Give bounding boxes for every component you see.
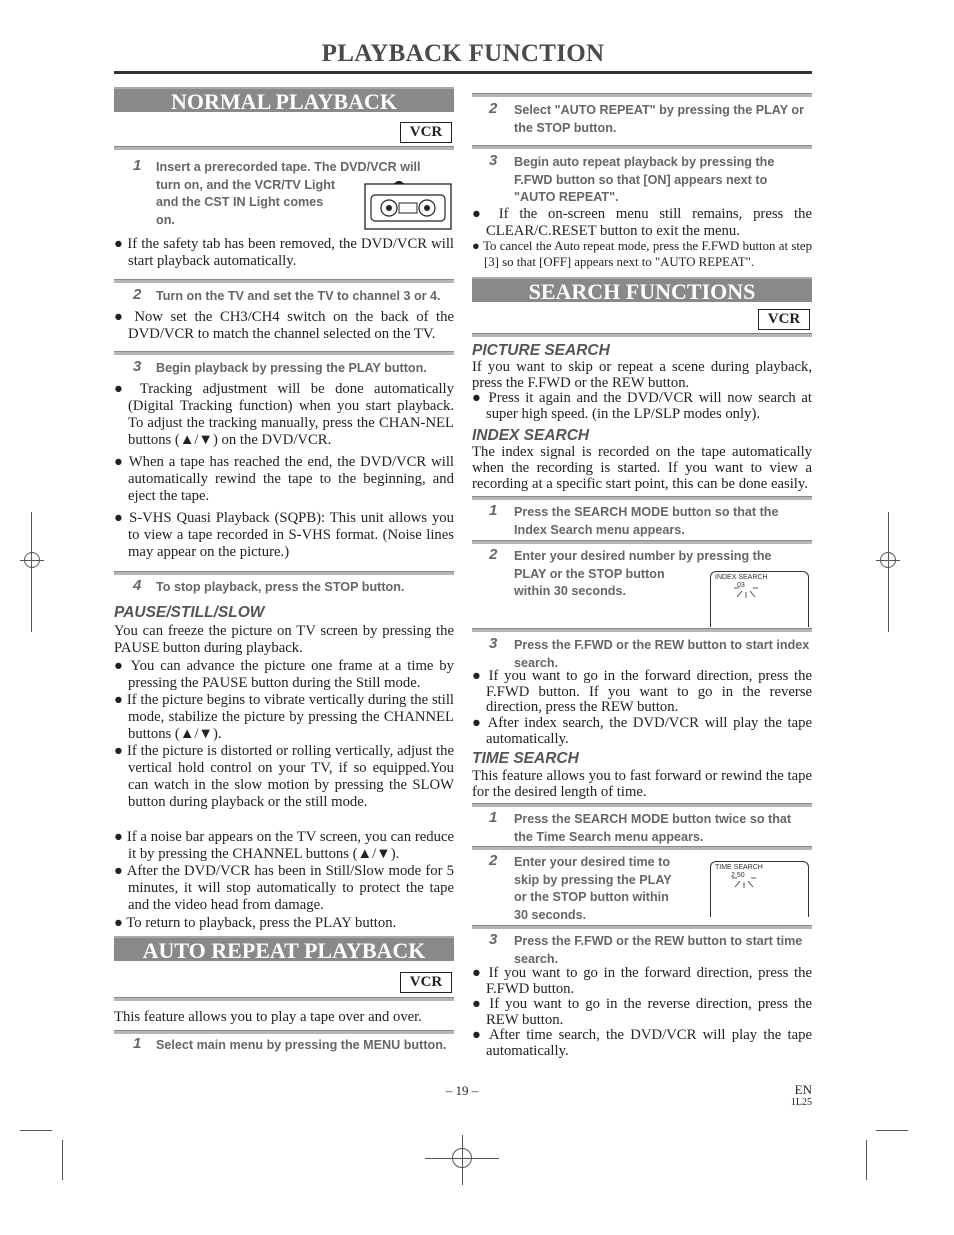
- step-number: 2: [489, 100, 498, 117]
- step-number: 2: [489, 546, 498, 563]
- blink-icon: [731, 872, 757, 888]
- divider: [472, 628, 812, 632]
- step-number: 1: [133, 1035, 142, 1052]
- normal-playback-heading: NORMAL PLAYBACK: [114, 87, 454, 112]
- bullet-item: ● S-VHS Quasi Playback (SQPB): This unit allows you to view a tape recorded in S-VHS format. (Noise lines may appear on the picture.): [114, 510, 454, 560]
- bullet-item: ● If a noise bar appears on the TV screen, you can reduce it by pressing the CHANNEL buttons (▲/▼).: [114, 829, 454, 862]
- divider: [472, 145, 812, 149]
- time-search-screen: [710, 861, 809, 917]
- index-search-heading: INDEX SEARCH: [472, 427, 590, 444]
- step-4-text: To stop playback, press the STOP button.: [156, 580, 405, 594]
- bullet-item: ● When a tape has reached the end, the DVD/VCR will automatically rewind the tape to the beginning, and eject the tape.: [114, 454, 454, 504]
- bullet-item: ● To cancel the Auto repeat mode, press the F.FWD button at step [3] so that [OFF] appears next to "AUTO REPEAT".: [472, 239, 813, 269]
- divider: [472, 540, 812, 544]
- bullet-item: ● After the DVD/VCR has been in Still/Slow mode for 5 minutes, it will stop automatically to protect the tape and the video head from damage.: [114, 863, 454, 913]
- step-number: 3: [489, 931, 498, 948]
- screen-label: INDEX SEARCH: [715, 574, 768, 581]
- search-functions-heading: SEARCH FUNCTIONS: [472, 277, 812, 302]
- screen-value: 03: [737, 582, 745, 589]
- pause-intro: You can freeze the picture on TV screen by pressing the PAUSE button during playback.: [114, 623, 454, 656]
- auto-step-2-text: Select "AUTO REPEAT" by pressing the PLAY or the STOP button.: [514, 103, 805, 135]
- step-number: 1: [133, 157, 142, 174]
- divider: [114, 279, 454, 283]
- vcr-badge: VCR: [758, 309, 810, 330]
- step-number: 2: [133, 286, 142, 303]
- vcr-badge: VCR: [400, 972, 452, 993]
- time-step-2-text: Enter your desired time to skip by pressing the PLAY or the STOP button within 30 seconds.: [514, 855, 672, 922]
- index-step-3-text: Press the F.FWD or the REW button to start index search.: [514, 638, 810, 670]
- divider: [472, 496, 812, 500]
- pause-heading: PAUSE/STILL/SLOW: [114, 604, 265, 621]
- vcr-badge: VCR: [400, 122, 452, 143]
- auto-repeat-heading: AUTO REPEAT PLAYBACK: [114, 936, 454, 961]
- step-number: 4: [133, 577, 142, 594]
- bullet-item: ● Press it again and the DVD/VCR will now search at super high speed. (in the LP/SLP modes only).: [472, 390, 812, 422]
- step-number: 1: [489, 809, 498, 826]
- page-number: – 19 –: [445, 1083, 479, 1098]
- divider: [472, 846, 812, 850]
- bullet-item: ● Tracking adjustment will be done automatically (Digital Tracking function) when you start playback. To adjust the tracking manually, press the CHAN-NEL buttons (▲/▼) on the DVD/VCR.: [114, 381, 454, 448]
- divider: [114, 997, 454, 1001]
- time-search-intro: This feature allows you to fast forward or rewind the tape for the desired length of time.: [472, 768, 812, 800]
- language-code: EN: [794, 1082, 812, 1097]
- divider: [472, 925, 812, 929]
- step-number: 3: [489, 152, 498, 169]
- bullet-item: ● You can advance the picture one frame at a time by pressing the PAUSE button during the Still mode.: [114, 658, 454, 691]
- bullet-item: ● To return to playback, press the PLAY button.: [114, 915, 397, 931]
- time-search-heading: TIME SEARCH: [472, 750, 579, 767]
- divider: [472, 93, 812, 97]
- bullet-item: ● If you want to go in the reverse direction, press the REW button.: [472, 996, 812, 1028]
- step-number: 3: [133, 358, 142, 375]
- screen-value: 2 50: [731, 872, 745, 879]
- index-step-2-text: Enter your desired number by pressing the PLAY or the STOP button within 30 seconds.: [514, 549, 772, 598]
- divider: [114, 351, 454, 355]
- step-number: 3: [489, 635, 498, 652]
- cassette-tape-icon: [363, 181, 453, 231]
- bullet-item: ● Now set the CH3/CH4 switch on the back of the DVD/VCR to match the channel selected on the TV.: [114, 309, 454, 342]
- divider: [472, 803, 812, 807]
- step-number: 2: [489, 852, 498, 869]
- title-rule: [114, 71, 812, 74]
- blink-icon: [733, 582, 759, 598]
- index-search-intro: The index signal is recorded on the tape automatically when the recording is started. If you want to view a recording at a specific start point, this can be done easily.: [472, 444, 812, 492]
- step-2-text: Turn on the TV and set the TV to channel 3 or 4.: [156, 289, 441, 303]
- divider: [114, 146, 454, 150]
- screen-label: TIME SEARCH: [715, 864, 763, 871]
- picture-search-heading: PICTURE SEARCH: [472, 342, 610, 359]
- index-search-screen: [710, 571, 809, 627]
- auto-step-3-text: Begin auto repeat playback by pressing the F.FWD button so that [ON] appears next to "AUTO REPEAT".: [514, 155, 775, 204]
- model-code: 1L25: [790, 1097, 812, 1108]
- time-step-1-text: Press the SEARCH MODE button twice so that the Time Search menu appears.: [514, 812, 792, 844]
- bullet-item: ● After time search, the DVD/VCR will play the tape automatically.: [472, 1027, 813, 1059]
- picture-search-intro: If you want to skip or repeat a scene during playback, press the F.FWD or the REW button.: [472, 359, 812, 391]
- bullet-item: ● If the safety tab has been removed, the DVD/VCR will start playback automatically.: [114, 236, 455, 269]
- auto-repeat-intro: This feature allows you to play a tape over and over.: [114, 1009, 422, 1025]
- bullet-item: ● If the picture is distorted or rolling vertically, adjust the vertical hold control on your TV, if so equipped.You can watch in the slow motion by pressing the SLOW button during playback or the still mode.: [114, 743, 454, 810]
- bullet-item: ● If the picture begins to vibrate vertically during the still mode, stabilize the picture by pressing the CHANNEL buttons (▲/▼).: [114, 692, 454, 742]
- step-number: 1: [489, 502, 498, 519]
- divider: [472, 333, 812, 337]
- divider: [114, 1030, 454, 1034]
- step-1-text: Insert a prerecorded tape. The DVD/VCR will turn on, and the VCR/TV Light and the CST IN Light comes on.: [156, 160, 421, 227]
- step-3-text: Begin playback by pressing the PLAY button.: [156, 361, 427, 375]
- index-step-1-text: Press the SEARCH MODE button so that the Index Search menu appears.: [514, 505, 779, 537]
- bullet-item: ● After index search, the DVD/VCR will play the tape automatically.: [472, 715, 813, 747]
- divider: [114, 571, 454, 575]
- bullet-item: ● If the on-screen menu still remains, press the CLEAR/C.RESET button to exit the menu.: [472, 206, 812, 239]
- bullet-item: ● If you want to go in the forward direction, press the F.FWD button. If you want to go in the reverse direction, press the REW button.: [472, 668, 812, 715]
- time-step-3-text: Press the F.FWD or the REW button to start time search.: [514, 934, 803, 966]
- page-title: PLAYBACK FUNCTION: [321, 40, 605, 67]
- auto-step-1-text: Select main menu by pressing the MENU button.: [156, 1038, 447, 1052]
- bullet-item: ● If you want to go in the forward direction, press the F.FWD button.: [472, 965, 812, 997]
